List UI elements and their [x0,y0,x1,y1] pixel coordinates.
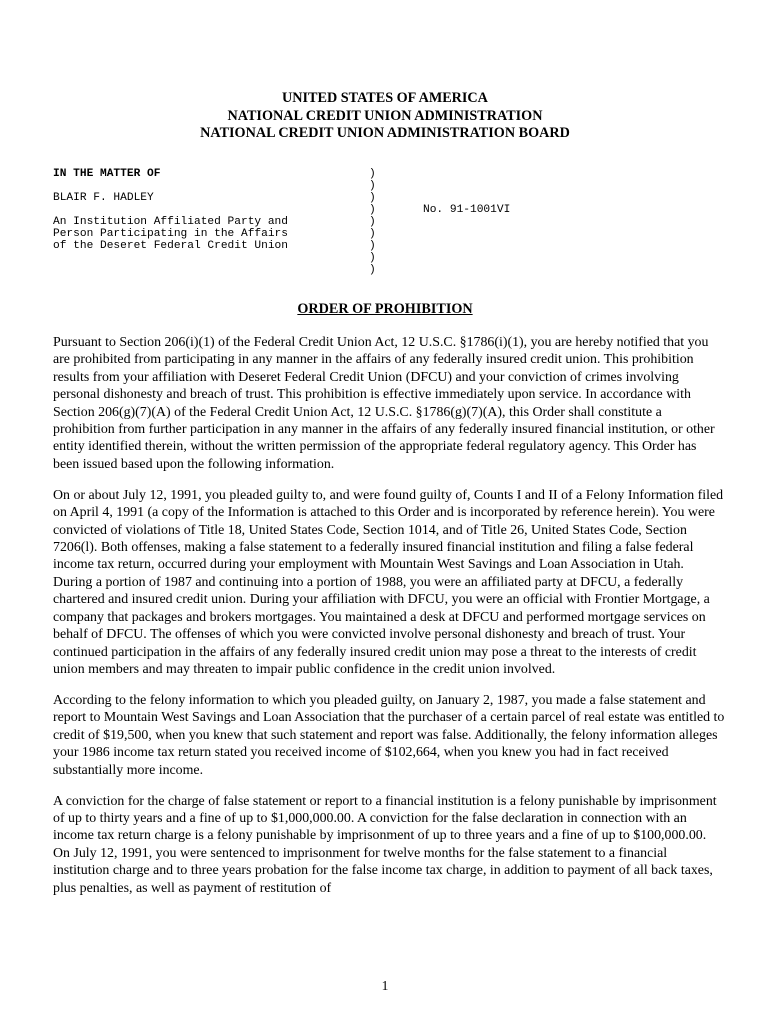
caption-paren: ) [369,204,376,216]
header-line-board: NATIONAL CREDIT UNION ADMINISTRATION BOARD [200,125,570,141]
caption-paren: ) [369,264,376,276]
caption-paren: ) [369,228,376,240]
case-number: No. 91-1001VI [423,204,511,216]
caption-paren: ) [369,192,376,204]
caption-paren: ) [369,168,376,180]
order-body [53,334,725,911]
header-line-agency: NATIONAL CREDIT UNION ADMINISTRATION [227,107,543,124]
paragraph-prohibition-notice: Pursuant to Section 206(i)(1) of the Federal Credit Union Act, 12 U.S.C. §1786(i)(1), you are hereby notified that you are prohibited from participating in any manner in the affairs of any federally insured credit union. This prohibition results from your affiliation with Deseret Federal Credit Union (DFCU) and your conviction of crimes involving personal dishonesty and breach of trust. This prohibition is effective immediately upon service. In accordance with Section 206(g)(7)(A) of the Federal Credit Union Act, 12 U.S.C. §1786(g)(7)(A), this Order shall constitute a prohibition from further participation in any manner in the affairs of any federally insured financial institution, or other entity identified therein, without the written permission of the appropriate federal regulatory agency. This Order has been issued based upon the following information. [53,335,715,472]
caption-paren: ) [369,252,376,264]
caption-paren: ) [369,180,376,192]
page-number: 1 [381,978,389,993]
respondent-name: BLAIR F. HADLEY [53,192,154,204]
caption-description-line-2: Person Participating in the Affairs [53,228,288,240]
order-title: ORDER OF PROHIBITION [297,301,473,317]
in-the-matter-label: IN THE MATTER OF [53,168,161,180]
caption-description-line-3: of the Deseret Federal Credit Union [53,240,288,252]
caption-paren: ) [369,240,376,252]
document-header [0,90,770,143]
case-caption [53,168,288,252]
caption-paren: ) [369,216,376,228]
caption-parentheses [369,168,376,276]
caption-description-line-1: An Institution Affiliated Party and [53,216,288,228]
paragraph-conviction: On or about July 12, 1991, you pleaded guilty to, and were found guilty of, Counts I and II of a Felony Information filed on April 4, 1991 (a copy of the Information is attached to this Order and is incorporated by reference herein). You were convicted of violations of Title 18, United States Code, Section 1014, and of Title 26, United States Code, Section 7206(l). Both offenses, making a false statement to a federally insured financial institution and filing a false federal income tax return, occurred during your employment with Mountain West Savings and Loan Association in Utah. During a portion of 1987 and continuing into a portion of 1988, you were an affiliated party at DFCU, a federally chartered and insured credit union. During your affiliation with DFCU, you were an official with Frontier Mortgage, a company that packages and brokers mortgages. You maintained a desk at DFCU and performed mortgage services on behalf of DFCU. The offenses of which you were convicted involve personal dishonesty and breach of trust. Your continued participation in the affairs of any federally insured credit union may pose a threat to the interests of credit union members and may threaten to impair public confidence in the credit union involved. [53,487,724,677]
paragraph-sentencing: A conviction for the charge of false statement or report to a financial institution is a felony punishable by imprisonment of up to thirty years and a fine of up to $1,000,000.00. A conviction for the false declaration in connection with an income tax return charge is a felony punishable by imprisonment of up to three years and a fine of up to $100,000.00. On July 12, 1991, you were sentenced to imprisonment for twelve months for the false statement to a financial institution charge and to three years probation for the false income tax charge, in addition to payment of all back taxes, plus penalties, as well as payment of restitution of [53,793,717,896]
header-line-country: UNITED STATES OF AMERICA [282,90,488,106]
paragraph-felony-information: According to the felony information to which you pleaded guilty, on January 2, 1987, you made a false statement and report to Mountain West Savings and Loan Association that the purchaser of a certain parcel of real estate was entitled to credit of $19,500, when you knew that such statement and report was false. Additionally, the felony information alleges your 1986 income tax return stated you received income of $102,664, when you knew you had in fact received substantially more income. [53,692,725,778]
